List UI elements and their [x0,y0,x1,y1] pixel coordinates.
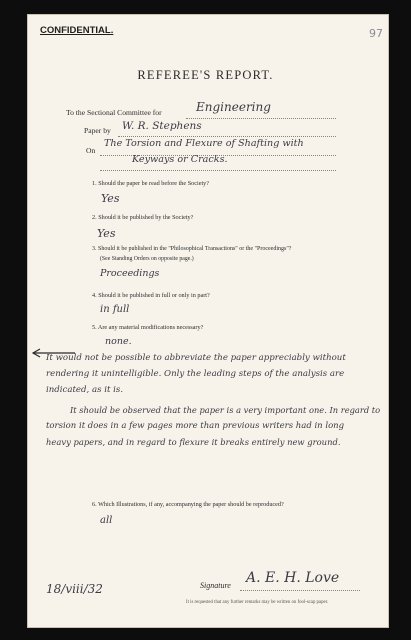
report-date: 18/viii/32 [46,582,103,596]
committee-prefix: To the Sectional Committee for [66,108,162,117]
question-5-answer: none. [105,336,132,347]
footer-note: It is requested that any further remarks may be written on fool-scap paper. [186,600,329,605]
on-rule-2 [100,170,336,171]
question-3-note: (See Standing Orders on opposite page.) [100,256,194,262]
committee-rule [186,118,336,119]
question-4-label: 4. Should it be published in full or only in part? [92,292,210,299]
signature-value: A. E. H. Love [246,570,340,586]
paper-author: W. R. Stephens [122,120,202,132]
committee-value: Engineering [196,100,271,114]
signature-label: Signature [200,581,231,590]
report-title: REFEREE'S REPORT. [137,68,274,82]
on-prefix: On [86,146,96,155]
question-2-answer: Yes [97,227,116,240]
question-5-label: 5. Are any material modifications necessary? [92,324,204,331]
question-1-label: 1. Should the paper be read before the Society? [92,180,210,187]
question-4-answer: in full [100,304,130,315]
question-3-answer: Proceedings [100,268,160,279]
remarks-line-3: indicated, as it is. [46,385,124,395]
question-1-answer: Yes [101,192,120,205]
question-2-label: 2. Should it be published by the Society? [92,214,194,221]
page-number: 97 [369,27,383,40]
paper-by-rule [118,136,336,137]
remarks-line-6: heavy papers, and in regard to flexure it breaks entirely new ground. [46,437,341,447]
paper-title-line1: The Torsion and Flexure of Shafting with [104,138,304,149]
paper-title-line2: Keyways or Cracks. [132,154,228,165]
remarks-line-1: It would not be possible to abbreviate the paper appreciably without [46,353,346,363]
remarks-line-5: torsion it does in a few pages more than previous writers had in long [46,421,345,431]
question-6-label: 6. Which Illustrations, if any, accompanying the paper should be reproduced? [92,501,284,508]
question-3-label: 3. Should it be published in the "Philosophical Transactions" or the "Proceedings"? [92,246,292,252]
confidential-label: CONFIDENTIAL. [40,25,114,36]
remarks-line-4: It should be observed that the paper is a very important one. In regard to [70,405,381,415]
paper-by-prefix: Paper by [84,126,111,135]
remarks-line-2: rendering it unintelligible. Only the leading steps of the analysis are [46,369,345,379]
signature-rule [240,590,360,591]
question-6-answer: all [100,515,113,526]
